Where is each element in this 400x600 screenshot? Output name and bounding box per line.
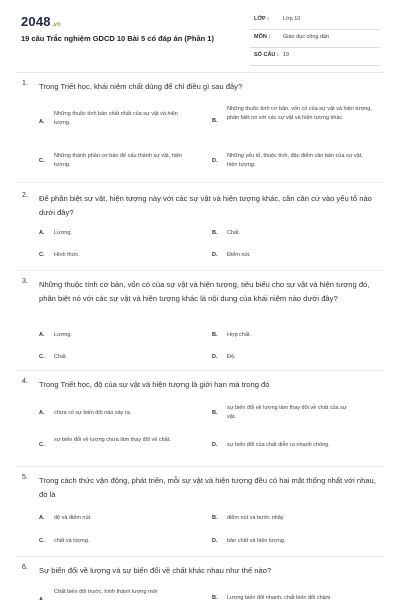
- question-text: Những thuộc tính cơ bản, vốn có của sự vật và hiện tượng, tiêu biểu cho sự vật và hiện tượng đó, phân biệt nó với các sự vật và hiện tượng khác là nội dung của khái niệm nào dưới đây?: [39, 280, 370, 303]
- option-text: Lượng.: [54, 332, 72, 338]
- meta-table: [250, 12, 380, 66]
- header: [0, 0, 400, 66]
- option-letter: B.: [212, 410, 218, 416]
- option-text: bản chất và hiện tượng.: [227, 538, 286, 544]
- option-letter: B.: [212, 332, 218, 338]
- meta-value: 19: [283, 52, 290, 58]
- question-text: Sự biến đổi về lượng và sự biến đổi về chất khác nhau như thế nào?: [39, 566, 272, 575]
- question-text: Trong cách thức vận động, phát triển, mỗi sự vật và hiện tượng đều có hai mặt thống nhất với nhau, đó là: [39, 476, 376, 499]
- option-letter: B.: [212, 515, 218, 521]
- logo-suffix: .vn: [51, 22, 62, 28]
- logo-text: 2048: [21, 14, 51, 29]
- question-divider: [16, 182, 384, 183]
- option-text: Độ.: [227, 354, 236, 360]
- question-divider: [16, 370, 384, 371]
- question-text: Trong Triết học, khái niệm chất dùng để chỉ điều gì sau đây?: [39, 82, 243, 91]
- option-text: Chất biến đổi trước, hình thành lượng mới: [54, 589, 158, 595]
- page-title: 19 câu Trắc nghiệm GDCD 10 Bài 5 có đáp án (Phần 1): [21, 34, 214, 43]
- question-5: [16, 474, 384, 554]
- question-divider: [16, 466, 384, 467]
- option-text: chưa có sự biến đổi nào xảy ra.: [54, 410, 132, 416]
- option-letter: C.: [39, 354, 45, 360]
- option-letter: D.: [212, 252, 218, 258]
- meta-row-class: [250, 12, 380, 30]
- option-text: Lượng.: [54, 230, 72, 236]
- option-text: sự biến đổi của chất diễn ra nhanh chóng.: [227, 442, 330, 448]
- option-text: điểm nút và bước nhảy.: [227, 515, 285, 521]
- question-2: [16, 192, 384, 267]
- question-3: [16, 278, 384, 368]
- option-letter: C.: [39, 538, 45, 544]
- question-divider: [16, 270, 384, 271]
- option-text: sự biến đổi về lượng chưa làm thay đổi về chất.: [54, 437, 171, 443]
- header-divider: [16, 72, 384, 73]
- option-text: Điểm nút.: [227, 252, 251, 258]
- option-text: sự biến đổi về lượng làm thay đổi về chất của sự vật.: [227, 405, 347, 420]
- meta-row-count: [250, 48, 380, 66]
- option-letter: C.: [39, 158, 45, 164]
- question-number: 3.: [22, 278, 28, 285]
- question-number: 1.: [22, 80, 28, 87]
- question-number: 2.: [22, 192, 28, 199]
- meta-label: SỐ CÂU :: [254, 52, 279, 58]
- option-letter: A.: [39, 230, 45, 236]
- question-text: Trong Triết học, độ của sự vật và hiện tượng là giới hạn mà trong đó: [39, 380, 270, 389]
- option-text: độ và điểm nút.: [54, 515, 92, 521]
- meta-value: Giáo dục công dân: [283, 34, 330, 40]
- option-text: chất và lượng.: [54, 538, 90, 544]
- question-number: 6.: [22, 564, 28, 571]
- option-text: Những thuộc tính bản chất nhất của sự vật và hiện tượng.: [54, 111, 178, 126]
- question-divider: [16, 556, 384, 557]
- option-letter: B.: [212, 230, 218, 236]
- option-letter: B.: [212, 118, 218, 124]
- meta-row-subject: [250, 30, 380, 48]
- question-6: [16, 564, 384, 600]
- option-text: Chất.: [227, 230, 241, 236]
- option-text: Hợp chất.: [227, 332, 252, 338]
- option-text: Chất.: [54, 354, 68, 360]
- option-letter: A.: [39, 597, 45, 600]
- question-1: [16, 80, 384, 180]
- option-text: Những yếu tố, thuộc tính, đặc điểm cản bản của sự vật, hiện tượng.: [227, 153, 363, 168]
- option-letter: A.: [39, 119, 45, 125]
- meta-label: LỚP :: [254, 16, 269, 22]
- option-letter: C.: [39, 252, 45, 258]
- option-text: Hình thức.: [54, 252, 80, 258]
- option-letter: D.: [212, 354, 218, 360]
- option-letter: B.: [212, 595, 218, 600]
- option-letter: A.: [39, 332, 45, 338]
- option-letter: C.: [39, 442, 45, 448]
- meta-label: MÔN :: [254, 34, 271, 40]
- question-number: 4.: [22, 378, 28, 385]
- question-text: Để phân biệt sự vật, hiện tượng này với các sự vật và hiện tượng khác, cần căn cứ vào yếu tố nào dưới đây?: [39, 194, 372, 217]
- question-4: [16, 378, 384, 463]
- option-letter: D.: [212, 442, 218, 448]
- option-letter: D.: [212, 158, 218, 164]
- option-letter: D.: [212, 538, 218, 544]
- option-letter: A.: [39, 410, 45, 416]
- option-text: Lượng biến đổi nhanh, chất biến đổi chậm: [227, 595, 331, 600]
- meta-value: Lớp 10: [283, 16, 301, 22]
- option-text: Những thành phần cơ bản để cấu thành sự vật, hiện tượng.: [54, 153, 183, 168]
- question-number: 5.: [22, 474, 28, 481]
- option-letter: A.: [39, 515, 45, 521]
- site-logo[interactable]: [21, 14, 61, 29]
- option-text: Những thuộc tính cơ bản, vốn có của sự vật và hiện tượng, phân biệt nó với các sự vật và hiện tượng khác.: [227, 106, 372, 121]
